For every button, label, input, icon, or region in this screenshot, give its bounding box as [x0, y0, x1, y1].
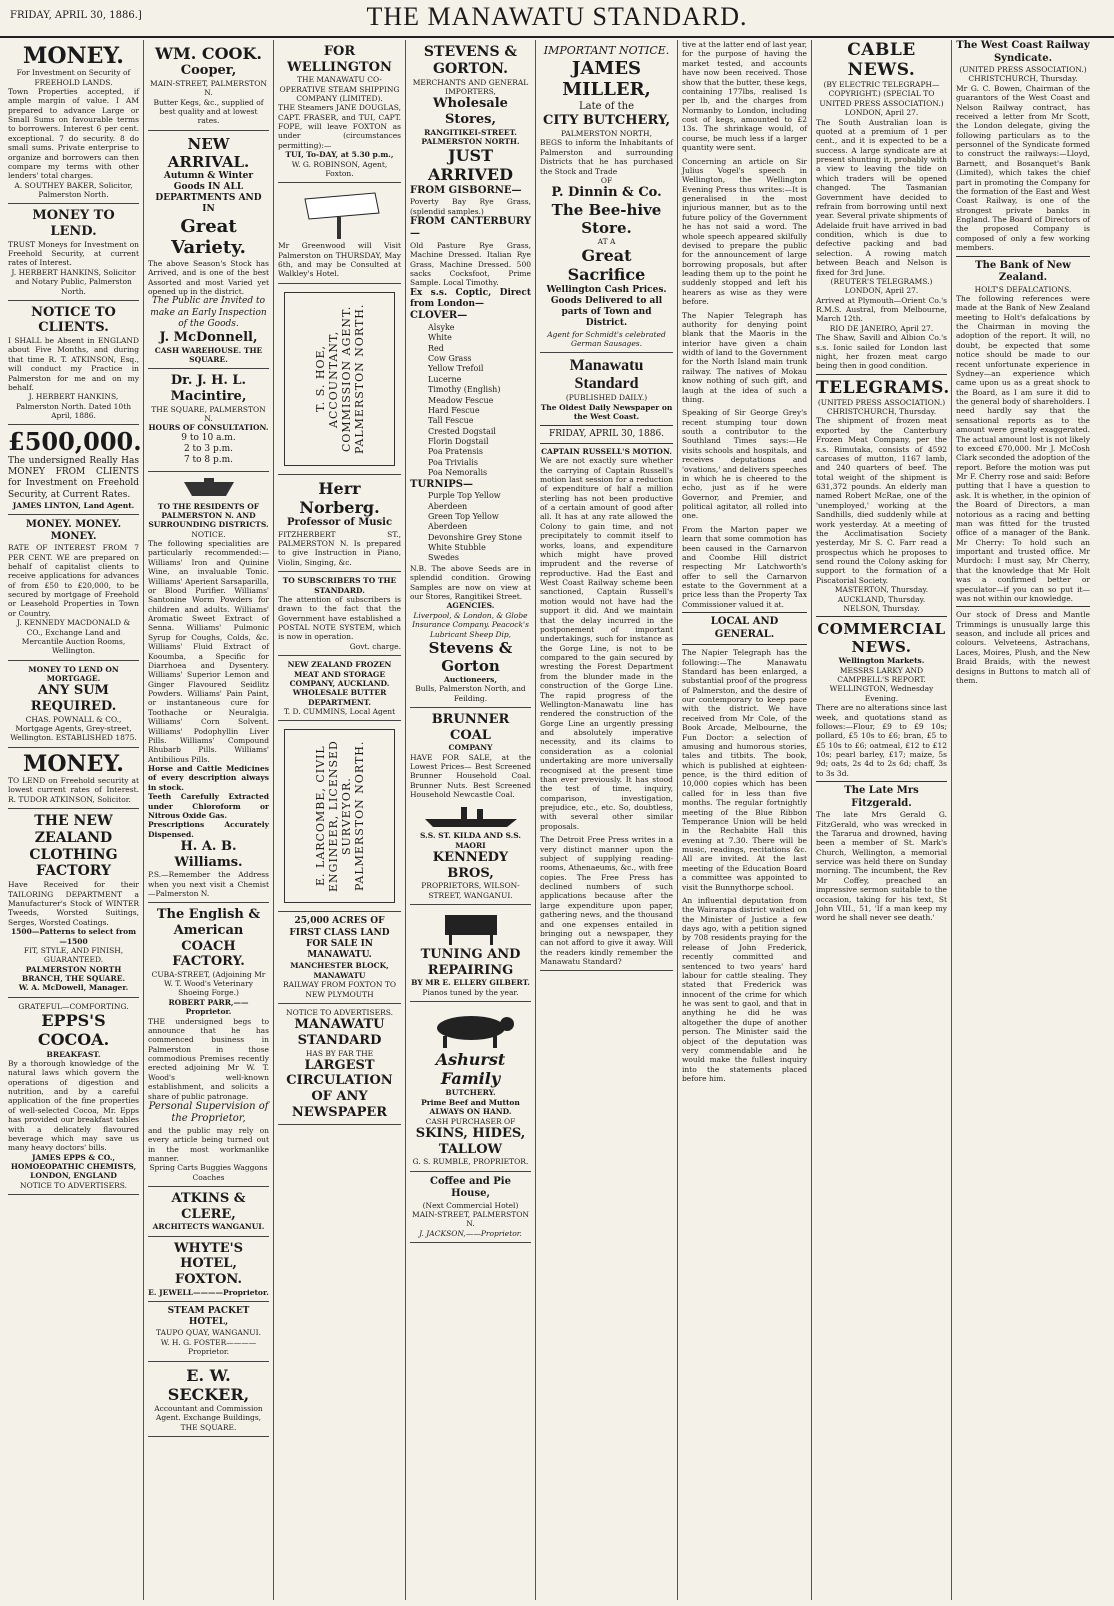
- ad-proprietor: E. JEWELL————Proprietor.: [148, 1287, 269, 1297]
- ad-coach-factory: [148, 903, 269, 1187]
- list-item: Hard Fescue: [428, 405, 480, 415]
- ad-atkins-clere: [148, 1187, 269, 1237]
- article-paragraph: Concerning an article on Sir Julius Vogel's speech in Wellington, the Wellington Evening Press thus writes:—It is generalised in the most injurious manner, but as to the future policy of the Government he has not said a word. The whole speech appeared skilfully devised to prepare the public for the announcement of large borrowing proposals, but after leading them up to the point he suddenly stopped and left his hearers as wise as they were before.: [682, 156, 807, 307]
- divider: [956, 606, 1090, 607]
- bull-icon: [410, 1008, 531, 1048]
- steamship-icon: [410, 801, 531, 829]
- ad-subheading: Cooper,: [180, 63, 237, 79]
- ad-invite: The Public are Invited to make an Early Inspection of the Goods.: [150, 296, 267, 329]
- ad-body: THE undersigned begs to announce that he has commenced business in Palmerston in those commodious Premises recently erected adjoining Mr W. T. Wood's well-known establishment, and solicits a share of public patronage.: [148, 1016, 269, 1101]
- ad-clover: CLOVER—: [410, 310, 468, 322]
- ad-subscribers: [278, 572, 401, 656]
- masthead: [0, 0, 1114, 38]
- ad-hours-1: 9 to 10 a.m.: [181, 432, 236, 443]
- ad-paper: MANAWATU STANDARD: [294, 1017, 385, 1048]
- ad-fit: FIT, STYLE, AND FINISH, GUARANTEED.: [23, 945, 124, 965]
- ad-signature: T. D. CUMMINS, Local Agent: [283, 707, 396, 717]
- ad-teeth: Teeth Carefully Extracted under Chloroform or Nitrous Oxide Gas.: [148, 792, 269, 820]
- section-heading: COMMERCIAL NEWS.: [817, 620, 946, 657]
- ad-heading: TO SUBSCRIBERS TO THE STANDARD.: [282, 576, 397, 595]
- ad-heading: Dr. J. H. L. Macintire,: [170, 373, 247, 405]
- divider: [540, 425, 673, 426]
- ad-body: Butter Kegs, &c., supplied of best quality and at lowest rates.: [153, 97, 264, 126]
- list-item: Red: [428, 343, 444, 353]
- ad-mortgage: [8, 661, 139, 748]
- ad-coffee-pie-house: [410, 1172, 531, 1244]
- ad-cash: CASH PURCHASER OF: [425, 1116, 516, 1126]
- ad-wm-cook: [148, 40, 269, 131]
- ad-heading: £500,000.: [8, 427, 142, 457]
- section-heading: LOCAL AND GENERAL.: [710, 616, 779, 640]
- section-heading: The Late Mrs Fitzgerald.: [844, 785, 919, 809]
- ad-signature: W. A. McDowell, Manager.: [18, 983, 129, 993]
- ad-delivered: Goods Delivered to all parts of Town and District.: [550, 295, 663, 329]
- ad-heading: WHYTE'S HOTEL, FOXTON.: [173, 1240, 244, 1287]
- ad-address: THE SQUARE, PALMERSTON N.: [151, 404, 266, 423]
- ad-piano-tuning: [410, 905, 531, 1002]
- section-subheading: (UNITED PRESS ASSOCIATION.): [959, 65, 1087, 74]
- ad-auctioneers: Stevens & Gorton: [428, 638, 513, 675]
- ad-heading: BRUNNER COAL: [431, 712, 510, 743]
- framed-card: [284, 292, 395, 466]
- report-title: MESSRS LARKY AND CAMPBELL'S REPORT.: [837, 665, 926, 684]
- ad-body: I SHALL be Absent in ENGLAND about Five Months, and during that time R. T. ATKINSON, Esq., will conduct my Practice in Palmerston for me and on my behalf.: [8, 336, 139, 392]
- ad-herr-norberg: [278, 475, 401, 572]
- ad-has-by: HAS BY FAR THE: [305, 1048, 374, 1058]
- ad-secker: [148, 1362, 269, 1438]
- ad-cash-prices: Wellington Cash Prices.: [546, 284, 667, 295]
- list-item: Lucerne: [428, 374, 462, 384]
- ad-brunner-coal: [410, 708, 531, 905]
- ad-larcombe: [278, 721, 401, 912]
- framed-card: [284, 729, 395, 903]
- list-item: Alsyke: [428, 322, 455, 332]
- signpost-icon: [278, 189, 401, 239]
- ad-body: Have Received for their TAILORING DEPARTMENT a Manufacturer's Stock of WINTER Tweeds, Worsted Suitings, Serges, Worsted Coatings.: [8, 880, 139, 927]
- list-item: Poa Nemoralis: [428, 468, 488, 478]
- ad-heading: Ashurst Family: [435, 1050, 506, 1089]
- ad-ps: P.S.—Remember the Address when you next visit a Chemist—Palmerston N.: [148, 870, 269, 898]
- ad-notice: NOTICE.: [191, 529, 226, 539]
- ad-land-for-sale: [278, 912, 401, 1004]
- ad-kennedy-sub: PROPRIETORS, WILSON-STREET, WANGANUI.: [421, 881, 520, 900]
- ad-heading: ATKINS & CLERE,: [171, 1191, 246, 1222]
- ad-signature: J. McDonnell,: [159, 330, 258, 346]
- dateline: WELLINGTON, Wednesday Evening.: [829, 684, 934, 703]
- ad-sailing: TUI, To-DAY, at 5.30 p.m.,: [285, 150, 394, 160]
- ad-money-money-money: [8, 515, 139, 661]
- ad-subheading: WHOLESALE BUTTER DEPARTMENT.: [292, 688, 387, 707]
- divider: [816, 781, 947, 782]
- ad-heading: JAMES MILLER,: [562, 57, 651, 101]
- ad-body: THE Steamers JANE DOUGLAS, CAPT. FRASER, and TUI, CAPT. FOPE, will leave FOXTON as under (circumstances permitting):—: [278, 103, 401, 150]
- ad-heading: FOR WELLINGTON: [287, 44, 392, 75]
- ad-subheading: Accountant and Commission Agent. Exchange Buildings, THE SQUARE.: [154, 1403, 263, 1432]
- section-heading: TELEGRAMS.: [816, 377, 950, 398]
- ad-frozen-meat: [278, 656, 401, 721]
- ad-sacrifice: Great Sacrifice: [567, 246, 646, 285]
- ad-city: CITY BUTCHERY,: [543, 113, 670, 129]
- column-7: [812, 40, 952, 1600]
- article-body: We are not exactly sure whether the carrying of Captain Russell's motion last session for a reduction of expenditure of half a million sterling has not been productive of a certain amount of good after all. It has at any rate allowed the Colony to gain time, and not precipitately to commit itself to works, loans, and expenditure which might have proved imprudent and the reverse of reproductive. Had the East and West Coast Railway scheme been sanctioned, Captain Russell's motion would not have had the support it did. And we maintain that the delay incurred in the postponement of important undertakings, such for instance as the Gorge Line, is not to be compared to the gain secured by wresting the Forest Department from the blunder made in the construction of the Gorge Line. The rapid progress of the Wellington-Manawatu line has rendered the construction of the Gorge Line an urgently pressing and absolutely imperative necessity, and its claims to consideration as a colonial undertaking are more universally recognised at the present time than ever previously. It has stood the test of time, inquiry, comparison, investigation, prejudice, etc., etc. So, doubtless, with several other similar proposals.: [540, 456, 673, 831]
- article-paragraph: Speaking of Sir George Grey's recent stumping tour down south a contributor to the Southland Times says:—He visits schools and hospitals, and receives deputations and 'ovations,' and delivers speeches in which he is cheered to the echo, just as if he were Governor, and Premier, and political agitator, all rolled into one.: [682, 408, 807, 521]
- ad-epps-cocoa: [8, 998, 139, 1195]
- divider: [816, 616, 947, 617]
- ad-dr-macintire: [148, 369, 269, 471]
- dateline: NELSON, Thursday.: [843, 603, 920, 613]
- ad-clothing-factory: [8, 809, 139, 998]
- ad-ships: S.S. ST. KILDA AND S.S. MAORI: [420, 831, 521, 850]
- list-item: Timothy (English): [428, 385, 501, 395]
- ad-turnips: TURNIPS—: [410, 478, 474, 490]
- piano-icon: [410, 911, 531, 945]
- column-6: [678, 40, 812, 1600]
- dateline: CHRISTCHURCH, Thursday.: [826, 407, 937, 416]
- ad-charge: Govt. charge.: [349, 641, 401, 651]
- divider: [682, 612, 807, 613]
- ad-tallow: TALLOW: [438, 1141, 503, 1157]
- ad-heading: The English & American COACH FACTORY.: [156, 907, 261, 970]
- list-item: Tall Fescue: [428, 416, 474, 426]
- ad-body: By a thorough knowledge of the natural laws which govern the operations of digestion and nutrition, and by a careful application of the fine properties of well-selected Cocoa, Mr. Epps has provided our breakfast tables with a delicately flavoured beverage which may save us many heavy doctors' bills.: [8, 1058, 139, 1153]
- ad-largest: LARGEST CIRCULATION: [286, 1057, 393, 1089]
- ad-horse: Horse and Cattle Medicines of every description always in stock.: [148, 764, 269, 792]
- ad-heading: MONEY TO LEND ON MORTGAGE.: [28, 664, 119, 684]
- dateline: MASTERTON, Thursday.: [834, 585, 929, 595]
- ad-important: IMPORTANT NOTICE.: [543, 44, 670, 57]
- ad-railway: RAILWAY FROM FOXTON TO NEW PLYMOUTH: [282, 980, 396, 999]
- ad-steam-packet-hotel: [148, 1302, 269, 1362]
- list-item: Swedes: [428, 553, 460, 563]
- list-item: White: [428, 333, 452, 343]
- ad-address: CUBA-STREET, (Adjoining Mr W. T. Wood's Veterinary Shoeing Forge.): [151, 969, 266, 998]
- ad-coptic: Ex s.s. Coptic, Direct from London—: [410, 287, 531, 310]
- ad-body: Town Properties accepted, if ample margin of value. I AM prepared to advance Large or Small Sums on favourable terms to borrowers. Interest 6 per cent. exceptional. 7 do security. 8 do small sums. Private enterprise to organize and borrowers can then compare my terms with other lenders' total charges.: [8, 86, 139, 181]
- column-5: [536, 40, 678, 1600]
- ad-subheading: Professor of Music: [286, 517, 393, 529]
- ad-heading: MONEY TO LEND.: [32, 208, 115, 240]
- masthead-title: THE MANAWATU STANDARD.: [366, 2, 748, 31]
- article-body-2: The Detroit Free Press writes in a very distinct manner upon the subject of supplying reading-rooms, Athenaeums, &c., with free copies. The Free Press has declined numbers of such applications because after the large expenditure upon paper, gathering news, and the thousand and one expenses entailed in bringing out a newspaper, they can not afford to give it away. Will the readers kindly remember the Manawatu Standard?: [540, 835, 673, 966]
- article-paragraph: The late Mrs Gerald G. FitzGerald, who was wrecked in the Tararua and drowned, having been a member of St. Mark's Church, Wellington, a memorial service was held there on Sunday morning. The incumbent, the Rev Mr Coffey, preached an impressive sermon suitable to the occasion, taking for his text, St John VIII., 51, 'If a man keep my word he shall never see death.': [816, 810, 947, 923]
- article-paragraph: There are no alterations since last week, and quotations stand as follows:—Flour, £9 to £9 10s; pollard, £5 10s to £6; bran, £5 to £5 10s to £6; oatmeal, £12 to £12 10s; pearl barley, £17; maize, 5s 9d; oats, 2s 4d to 2s 6d; chaff, 3s to 3s 3d.: [816, 703, 947, 778]
- section-heading: The Bank of New Zealand.: [975, 259, 1071, 283]
- ad-signature: JAMES LINTON, Land Agent.: [12, 500, 135, 510]
- paper-oldest: The Oldest Daily Newspaper on the West Coast.: [540, 402, 673, 422]
- divider: [540, 443, 673, 444]
- ad-address: TAUPO QUAY, WANGANUI.: [156, 1328, 261, 1338]
- ad-heading: THE NEW ZEALAND CLOTHING FACTORY: [29, 813, 118, 880]
- ad-body: The above Season's Stock has Arrived, and is one of the best Assorted and most Varied yet opened up in the district.: [148, 258, 269, 296]
- ad-james-miller: [540, 40, 673, 353]
- ad-500000: [8, 425, 142, 515]
- ad-variety: Great Variety.: [171, 215, 246, 259]
- ad-for-wellington: [278, 40, 401, 183]
- ad-subheading: For Investment on Security of FREEHOLD LANDS.: [16, 68, 131, 87]
- ad-gisborne-body: Poverty Bay Rye Grass, (splendid samples.): [410, 197, 531, 216]
- section-subheading: (REUTER'S TELEGRAMS.): [830, 276, 933, 286]
- ad-tagline: GRATEFUL—COMFORTING.: [18, 1001, 129, 1011]
- ad-standard-circulation: [278, 1004, 401, 1125]
- ad-money-2: [8, 748, 139, 809]
- ad-signature: W. G. ROBINSON, Agent, Foxton.: [291, 159, 388, 178]
- list-item: Florin Dogstail: [428, 437, 489, 447]
- section-subheading: Wellington Markets.: [838, 656, 925, 666]
- ad-gisborne: FROM GISBORNE—: [410, 184, 522, 196]
- ad-any-news: OF ANY NEWSPAPER: [291, 1089, 388, 1120]
- ad-beehive: The Bee-hive Store.: [551, 200, 662, 237]
- ad-just-arrived: JUST ARRIVED: [428, 146, 513, 185]
- ad-address: MAIN-STREET, PALMERSTON N.: [150, 78, 267, 98]
- ad-agencies-body: Liverpool, & London, & Globe Insurance Company. Peacock's Lubricant Sheep Dip,: [412, 610, 529, 639]
- ad-body: The following specialities are particularly recommended:— Williams' Iron and Quinine Wine, an invaluable Tonic. Williams' Aperient Sarsaparilla, or Blood Purifier. Williams' Santonine Worm Powders for children and adults. Williams' Aromatic Sweet Extract of Senna. Williams' Pulmonic Syrup for Coughs, Colds, &c. Williams' Fluid Extract of Kooumba, a Specific for Diarrhoea and Dysentery. Williams' Superior Lemon and Ginger Flavoured Seidlitz Powders. Williams' Pain Paint, or instantaneous cure for Toothache or Neuralgia. Williams' Corn Solvent. Williams' Podophyllin Liver Pills. Williams' Compound Rhubarb Pills. Williams' Antibilious Pills.: [148, 539, 269, 764]
- ad-heading: 25,000 ACRES OF FIRST CLASS LAND FOR SALE IN MANAWATU.: [289, 916, 390, 961]
- list-item: Devonshire Grey Stone: [428, 532, 522, 542]
- ad-canterbury-body: Old Pasture Rye Grass, Machine Dressed. Italian Rye Grass, Machine Dressed. 500 sacks Cocksfoot, Prime Sample. Local Timothy.: [410, 240, 531, 288]
- ad-signature: J. KENNEDY MACDONALD & CO., Exchange Land and Mercantile Auction Rooms, Wellington.: [16, 618, 131, 656]
- masthead-date: FRIDAY, APRIL 30, 1886.]: [10, 10, 142, 21]
- ad-signature: JAMES EPPS & CO., HOMOEOPATHIC CHEMISTS, LONDON, ENGLAND: [10, 1152, 137, 1181]
- section-subheading: (BY ELECTRIC TELEGRAPH—COPYRIGHT.) (SPECIAL TO UNITED PRESS ASSOCIATION.): [819, 80, 944, 108]
- ad-body: The undersigned Really Has MONEY FROM CLIENTS for Investment on Freehold Security, at Current Rates.: [8, 455, 139, 500]
- ad-body-2: and the public may rely on every article being turned out in the most workmanlike manner.: [148, 1125, 269, 1164]
- ad-heading: NEW ZEALAND FROZEN MEAT AND STORAGE COMPANY, AUCKLAND.: [287, 660, 392, 688]
- ad-greenwood: [278, 183, 401, 284]
- article-paragraph: From the Marton paper we learn that some commotion has been caused in the Carnarvon and Coombe Hill district respecting Mr Latchworth's offer to sell the Carnarvon estate to the Government at a price less than the Property Tax Commissioner valued it at.: [682, 524, 807, 609]
- ad-money-to-lend: [8, 204, 139, 300]
- ad-subheading: Autumn & Winter Goods IN ALL DEPARTMENTS AND IN: [155, 170, 262, 215]
- dateline: LONDON, April 27.: [844, 286, 919, 296]
- list-item: Poa Trivialis: [428, 457, 478, 467]
- ad-late: Late of the: [579, 100, 634, 112]
- section-subheading: (UNITED PRESS ASSOCIATION.): [817, 397, 946, 407]
- newspaper-columns: [4, 40, 1110, 1600]
- ad-signature: CHAS. POWNALL & CO., Mortgage Agents, Grey-street, Wellington. ESTABLISHED 1875.: [10, 714, 137, 743]
- ad-wholesale: Wholesale Stores,: [433, 96, 508, 127]
- ad-address: RANGITIKEI-STREET. PALMERSTON NORTH.: [421, 127, 520, 146]
- ad-body: The attention of subscribers is drawn to the fact that the Government have established a POSTAL NOTE SYSTEM, which is now in operation.: [278, 594, 401, 642]
- article-paragraph: The South Australian loan is quoted at a premium of 1 per cent., and it is expected to be a success. A large syndicate are at present shunting it, probably with a view to leaving the tide on which traders will be opened changed. The Tasmanian Government have decided to refrain from borrowing until next year. Several private shipments of Adelaide fruit have arrived in bad condition, which is due to defective packing and bad selection. A rowing match between Beach and Nelson is fixed for 3rd June.: [816, 117, 947, 277]
- ad-heading: MONEY.: [23, 43, 124, 69]
- ad-subheading: BY MR E. ELLERY GILBERT.: [411, 978, 530, 988]
- ad-proprietor: W. H. G. FOSTER————Proprietor.: [160, 1337, 257, 1357]
- clover-list: [410, 323, 531, 479]
- article-paragraph: An influential deputation from the Wairarapa district waited on the Minister of Justice a few days ago, with a petition signed by 708 residents praying for the release of John Frederick, recently committed and sentenced to two years' hard labour for cattle stealing. They stated that Frederick was innocent of the crime for which he was sent to gaol, and that in anything he did he was altogether the dupe of another person. The Minister said the object of the deputation was very commendable and he would make the fullest inquiry into the statements placed before him.: [682, 895, 807, 1083]
- ad-heading: NOTICE TO ADVERTISERS.: [286, 1007, 393, 1017]
- section-heading: The West Coast Railway Syndicate.: [956, 40, 1090, 64]
- paper-published: (PUBLISHED DAILY.): [565, 393, 648, 403]
- ad-vertical-text: T. S. HOE, ACCOUNTANT, COMMISSION AGENT. PALMERSTON NORTH.: [313, 303, 366, 455]
- ad-proprietor: J. JACKSON,——Proprietor.: [419, 1228, 522, 1238]
- ad-at-a: AT A: [597, 236, 616, 246]
- ad-heading: Coffee and Pie House,: [430, 1175, 511, 1199]
- editorial-header: [540, 353, 673, 971]
- ad-hours-2: 2 to 3 p.m.: [183, 444, 234, 454]
- ad-subheading: BUTCHERY.: [445, 1088, 496, 1098]
- column-3: [274, 40, 406, 1600]
- ad-notice-to-clients: [8, 301, 139, 426]
- dateline: CHRISTCHURCH, Thursday.: [968, 74, 1078, 84]
- ad-address: (Next Commercial Hotel) MAIN-STREET, PALMERSTON N.: [412, 1200, 529, 1229]
- ad-hours-heading: HOURS OF CONSULTATION.: [148, 423, 269, 433]
- list-item: Cow Grass: [428, 353, 472, 363]
- ad-branch: PALMERSTON NORTH BRANCH, THE SQUARE.: [21, 964, 126, 984]
- ad-pn: PALMERSTON NORTH,: [561, 129, 652, 139]
- ad-body: RATE OF INTEREST FROM 7 PER CENT. WE are prepared on behalf of capitalist clients to receive applications for advances of from £50 to £20,000, to be secured by mortgage of Freehold or Leasehold Properties in Town or Country.: [8, 543, 139, 618]
- article-paragraph: The Shaw, Savill and Albion Co.'s s.s. Ionic sailed for London last night, her frozen meat cargo being then in good condition.: [816, 333, 947, 371]
- ad-heading: Herr Norberg.: [299, 478, 380, 517]
- list-item: Purple Top Yellow Aberdeen: [428, 491, 501, 511]
- paper-nameplate: Manawatu Standard: [569, 357, 644, 393]
- article-paragraph: Our stock of Dress and Mantle Trimmings is unusually large this season, and include all prices and colours. Velveteens, Astrachans, Laces, Moires, Plush, and the New Braid Braids, with the newest designs in Buttons to match all of them.: [956, 610, 1090, 685]
- ad-heading: MONEY.: [23, 750, 124, 777]
- ad-body: BEGS to inform the Inhabitants of Palmerston and surrounding Districts that he has purchased the Stock and Trade: [540, 138, 673, 176]
- ad-heading: NOTICE TO CLIENTS.: [31, 304, 116, 336]
- ad-signature: A. SOUTHEY BAKER, Solicitor, Palmerston North.: [14, 180, 133, 200]
- article-paragraph: The Napier Telegraph has authority for denying point blank that the Maoris in the interior have given a chain width of land to the Government for the North Island main trunk railway. The natives of Mokau know nothing of such gift, and laugh at the idea of such a thing.: [682, 310, 807, 404]
- ad-new-arrival: [148, 131, 269, 370]
- ad-agent: Agent for Schmidt's celebrated German Sausages.: [547, 329, 666, 348]
- section-heading: CABLE NEWS.: [847, 40, 916, 80]
- ad-body: Mr Greenwood will Visit Palmerston on THURSDAY, May 6th, and may be Consulted at Walkley's Hotel.: [278, 241, 401, 279]
- ad-vertical-text: E. LARCOMBE, CIVIL ENGINEER, LICENSED SURVEYOR. PALMERSTON NORTH.: [313, 740, 366, 893]
- list-item: White Stubble: [428, 543, 486, 553]
- ad-heading: TUNING AND REPAIRING: [420, 947, 521, 978]
- turnip-list: [410, 491, 531, 564]
- ad-heading: STEVENS & GORTON.: [423, 44, 518, 77]
- ad-signature: J. HERBERT HANKINS, Palmerston North. Dated 10th April, 1886.: [15, 392, 132, 421]
- ad-canterbury: FROM CANTERBURY—: [410, 215, 531, 240]
- column-8: [952, 40, 1094, 1600]
- ad-heading: MONEY. MONEY. MONEY.: [25, 519, 122, 543]
- ad-subheading: MERCHANTS AND GENERAL IMPORTERS,: [412, 77, 529, 96]
- ad-hoe-accountant: [278, 284, 401, 475]
- article-paragraph: The shipment of frozen meat exported by the Canterbury Frozen Meat Company, per the s.s. Rimutaka, consists of 4592 carcases of mutton, 1167 lamb, and 240 quarters of beef. The total weight of the shipment is 631,372 pounds. An elderly man named Robert McRae, one of the 'unemployed,' working at the Sandhills, died suddenly while at work yesterday. At a meeting of the Acclimatisation Society yesterday, Mr S. C. Farr read a prospectus which he proposes to send round the Colony asking for support to the formation of a Piscatorial Society.: [816, 416, 947, 585]
- dateline: LONDON, April 27.: [844, 108, 919, 118]
- column-1: [4, 40, 144, 1600]
- ad-body: FITZHERBERT ST., PALMERSTON N. Is prepared to give Instruction in Piano, Violin, Singing, &c.: [278, 529, 401, 567]
- ad-heading: TO THE RESIDENTS OF PALMERSTON N. AND SURROUNDING DISTRICTS.: [148, 501, 269, 530]
- ad-supervision: Personal Supervision of the Proprietor,: [148, 1100, 269, 1125]
- ad-address: CASH WAREHOUSE. THE SQUARE.: [154, 345, 263, 365]
- ad-subheading: THE MANAWATU CO-OPERATIVE STEAM SHIPPING COMPANY (LIMITED).: [279, 75, 400, 103]
- ad-agencies: AGENCIES.: [446, 601, 495, 611]
- ad-money-freehold: [8, 40, 139, 204]
- list-item: Yellow Trefoil: [428, 364, 484, 374]
- ad-hours-3: 7 to 8 p.m.: [183, 455, 234, 466]
- ad-skins: SKINS, HIDES,: [415, 1125, 526, 1141]
- ad-heading: E. W. SECKER,: [167, 1365, 250, 1404]
- list-item: Poa Pratensis: [428, 447, 484, 457]
- ad-auctioneers-address: Bulls, Palmerston North, and Feilding.: [415, 684, 526, 703]
- ad-tuned: Pianos tuned by the year.: [422, 987, 519, 997]
- ad-signature: J. HERBERT HANKINS, Solicitor and Notary Public, Palmerston North.: [11, 267, 136, 296]
- ad-body: TRUST Moneys for Investment on Freehold Security, at current rates of Interest.: [8, 239, 139, 268]
- ad-subheading: BREAKFAST.: [46, 1049, 101, 1059]
- ad-williams-chemist: [148, 472, 269, 904]
- paper-date: FRIDAY, APRIL 30, 1886.: [548, 428, 665, 439]
- article-paragraph: Mr G. C. Bowen, Chairman of the guarantors of the West Coast and Nelson Railway contract, has received a letter from Mr Scott, the London delegate, giving the following particulars as to the personnel of the Syndicate formed to construct the railways:—Lloyd, Barnett, and Bosanquet's Bank (Limited), which takes the chief part in promoting the Company for the formation of the East and West Coast Railway, is one of the strongest private banks in England. The Board of Directors of the proposed Company is composed of only a few working members.: [956, 83, 1090, 253]
- list-item: Crested Dogstail: [428, 426, 496, 436]
- ad-heading: NEW ARRIVAL.: [167, 134, 250, 171]
- ad-patterns: 1500—Patterns to select from—1500: [10, 927, 137, 946]
- ad-subheading: COMPANY: [448, 743, 493, 753]
- dateline: AUCKLAND, Thursday.: [837, 594, 926, 604]
- ad-stevens-gorton: [410, 40, 531, 708]
- ad-proprietor: ROBERT PARR,——Proprietor.: [168, 997, 249, 1017]
- ad-nb: N.B. The above Seeds are in splendid condition. Growing Samples are now on view at our Stores, Rangitikei Street.: [410, 563, 531, 601]
- ad-body: HAVE FOR SALE, at the Lowest Prices— Best Screened Brunner Household Coal. Brunner Nuts. Best Screened Household Newcastle Coal.: [410, 752, 531, 800]
- ad-prime: Prime Beef and Mutton ALWAYS ON HAND.: [421, 1097, 520, 1117]
- ad-footer: NOTICE TO ADVERTISERS.: [20, 1180, 127, 1190]
- mortar-pestle-icon: [148, 478, 269, 500]
- ad-of: OF: [600, 175, 613, 185]
- article-title: CAPTAIN RUSSELL'S MOTION.: [541, 446, 672, 456]
- article-paragraph: The Napier Telegraph has the following:—The Manawatu Standard has been enlarged, a substantial proof of the progress of Palmerston, and the desire of our contemporary to keep pace with the district. We have received from Mr Cole, of the Book Arcade, Melbourne, the Fun Doctor: a selection of amusing and humorous stories, tales and titbits. The book, which is published at eighteen-pence, is the third edition of 10,000 copies which has been called for in less than five months. The regular fortnightly meeting of the Blue Ribbon Temperance Union will be held in the Rechabite Hall this evening at 7.30. There will be music, readings, recitations &c. All are invited. At the last meeting of the Education Board a committee was appointed to visit the Bunnythorpe school.: [682, 648, 807, 892]
- list-item: Green Top Yellow Aberdeen: [428, 511, 499, 532]
- ad-block: MANCHESTER BLOCK, MANAWATU: [290, 961, 389, 980]
- section-subheading: HOLT'S DEFALCATIONS.: [974, 284, 1072, 294]
- ad-subheading: ARCHITECTS WANGANUI.: [152, 1222, 265, 1232]
- ad-body: TO LEND on Freehold security at lowest current rates of Interest. R. TUDOR ATKINSON, Solicitor.: [8, 775, 139, 804]
- ad-subheading: ANY SUM REQUIRED.: [30, 683, 117, 715]
- article-paragraph: tive at the latter end of last year, for the purpose of having the market tested, and accounts have now been received. Those show that the butter, these kegs, containing 177lbs, realised 1s per lb, and the charges from Normanby to London, including cost of kegs, amounted to £2 13s. The shrinkage would, of course, be much less if a larger quantity were sent.: [682, 40, 807, 153]
- ad-heading: STEAM PACKET HOTEL,: [167, 1305, 250, 1328]
- dateline: RIO DE JANEIRO, April 27.: [829, 323, 934, 333]
- ad-kennedy: KENNEDY BROS,: [432, 850, 509, 881]
- ad-vehicles: Spring Carts Buggies Waggons Coaches: [149, 1163, 268, 1182]
- ad-dinnin: P. Dinnin & Co.: [551, 185, 662, 201]
- divider: [956, 256, 1090, 257]
- ad-signature: G. S. RUMBLE, PROPRIETOR.: [412, 1157, 529, 1167]
- divider: [816, 374, 947, 375]
- ad-heading: EPPS'S COCOA.: [37, 1011, 110, 1050]
- article-paragraph: The following references were made at the Bank of New Zealand meeting to Holt's defalcations by the Chairman in moving the adoption of the report. It will, no doubt, be expected that some notice should be made to our recent unfortunate experience in Sydney—an experience which came upon us as a great shock to the Board, as I am sure it did to the general body of shareholders. I need hardly say that the sensational reports as to the amount were greatly exaggerated. The actual amount lost is not likely to exceed £70,000. Mr J. McCosh Clark seconded the adoption of the report. Before the motion was put Mr F. Cherry rose and said: Before putting that I have a question to ask. It is whether, in the opinion of the Board of Directors, a man notorious as a racing and betting man was fitted for the trusted office of a manager of the Bank. Mr Cherry: To hold such an important and trusted office. Mr Murdoch: I must say, Mr Cherry, that the knowledge that Mr Holt was a confirmed better or speculator—if you can so put it—was not within our knowledge.: [956, 293, 1090, 603]
- divider: [682, 644, 807, 645]
- article-paragraph: Arrived at Plymouth—Orient Co.'s R.M.S. Austral, from Melbourne, March 12th.: [816, 295, 947, 324]
- ad-whytes-hotel: [148, 1237, 269, 1302]
- ad-auctioneers-sub: Auctioneers,: [444, 674, 497, 684]
- list-item: Meadow Fescue: [428, 395, 494, 405]
- ad-ashurst-butchery: [410, 1002, 531, 1171]
- column-2: [144, 40, 274, 1600]
- ad-heading: WM. COOK.: [155, 44, 262, 63]
- column-4: [406, 40, 536, 1600]
- ad-signature: H. A. B. Williams.: [174, 839, 243, 870]
- ad-prescriptions: Prescriptions Accurately Dispensed.: [148, 820, 269, 839]
